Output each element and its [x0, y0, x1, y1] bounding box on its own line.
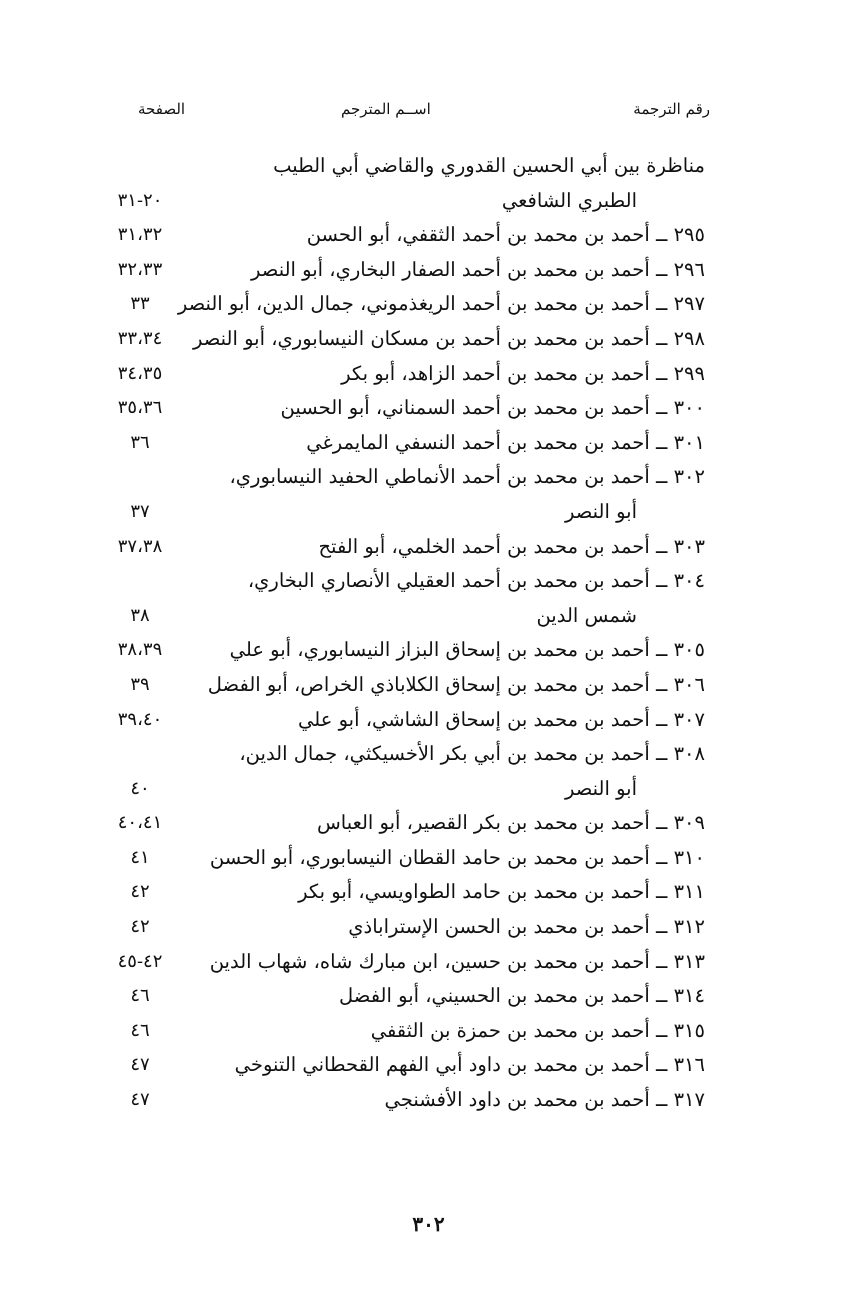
index-entry-row [0, 1014, 857, 1049]
entry-name: ٢٩٨ ــ أحمد بن محمد بن أحمد بن مسكان النيسابوري، أبو النصر [193, 326, 705, 350]
index-entry-row [0, 668, 857, 703]
index-entry-row [0, 564, 857, 599]
entry-continuation: أبو النصر [564, 499, 637, 523]
entry-name: ٣٠٩ ــ أحمد بن محمد بن بكر القصير، أبو العباس [316, 811, 705, 835]
entry-continuation: شمس الدين [536, 603, 637, 627]
index-entry-row [0, 737, 857, 772]
entry-page-ref: ٤٠ [130, 777, 150, 799]
entry-page-ref: ٤١ [130, 846, 150, 868]
entry-page-ref: ٣٢،٣٣ [117, 258, 163, 280]
entry-continuation: أبو النصر [564, 776, 637, 800]
entry-page-ref: ٤٦ [130, 985, 150, 1007]
entry-page-ref: ٤٢ [130, 916, 150, 938]
index-entry-row [0, 460, 857, 495]
entry-name: ٣١١ ــ أحمد بن محمد بن حامد الطواويسي، أبو بكر [298, 880, 705, 904]
index-entry-row [0, 1083, 857, 1118]
entry-continuation: الطبري الشافعي [501, 188, 637, 212]
entry-name: ٢٩٥ ــ أحمد بن محمد بن أحمد الثقفي، أبو الحسن [306, 223, 705, 247]
entry-page-ref: ٣٧ [130, 500, 150, 522]
entry-page-ref: ٤٢-٤٥ [117, 950, 163, 972]
entry-page-ref: ٣٩،٤٠ [117, 708, 163, 730]
index-entry-row [0, 253, 857, 288]
entry-name: ٣٠٥ ــ أحمد بن محمد بن إسحاق البزاز النيسابوري، أبو علي [229, 638, 705, 662]
entry-name: ٣١٣ ــ أحمد بن محمد بن حسين، ابن مبارك شاه، شهاب الدين [209, 949, 705, 973]
index-entry-row [0, 806, 857, 841]
index-entry-row [0, 910, 857, 945]
entry-name: ٣١٧ ــ أحمد بن محمد بن داود الأفشنجي [384, 1088, 705, 1112]
index-entry-row [0, 633, 857, 668]
index-entry-row [0, 772, 857, 807]
entry-name: ٣٠٠ ــ أحمد بن محمد بن أحمد السمناني، أبو الحسين [280, 396, 705, 420]
entry-page-ref: ٣٩ [130, 673, 150, 695]
index-entry-row [0, 703, 857, 738]
index-entry-row [0, 979, 857, 1014]
entry-name: ٣١٤ ــ أحمد بن محمد بن الحسيني، أبو الفضل [339, 984, 705, 1008]
index-entry-row [0, 287, 857, 322]
index-entry-row [0, 495, 857, 530]
entry-page-ref: ٤٦ [130, 1019, 150, 1041]
page-number: ٣٠٢ [412, 1212, 445, 1236]
entry-name: ٣٠٣ ــ أحمد بن محمد بن أحمد الخلمي، أبو الفتح [318, 534, 705, 558]
column-headers [0, 96, 857, 122]
header-page: الصفحة [138, 100, 186, 118]
entry-page-ref: ٣٥،٣٦ [117, 397, 163, 419]
index-entry-row [0, 357, 857, 392]
entry-name: ٢٩٩ ــ أحمد بن محمد بن أحمد الزاهد، أبو بكر [341, 361, 705, 385]
index-entry-row [0, 218, 857, 253]
entry-page-ref: ٤٧ [130, 1054, 150, 1076]
header-entry-number: رقم الترجمة [633, 100, 710, 118]
entry-page-ref: ٣٣ [130, 293, 150, 315]
index-entry-row [0, 391, 857, 426]
index-entry-row [0, 149, 857, 184]
entry-name: ٢٩٧ ــ أحمد بن محمد بن أحمد الريغذموني، جمال الدين، أبو النصر [177, 292, 705, 316]
entry-name: ٣١٠ ــ أحمد بن محمد بن حامد القطان النيسابوري، أبو الحسن [209, 845, 705, 869]
index-entry-row [0, 875, 857, 910]
entry-name: ٣٠٦ ــ أحمد بن محمد بن إسحاق الكلاباذي الخراص، أبو الفضل [207, 672, 705, 696]
entry-name: ٣١٥ ــ أحمد بن محمد بن حمزة بن الثقفي [370, 1018, 705, 1042]
entry-page-ref: ٣٨،٣٩ [117, 639, 163, 661]
index-entry-row [0, 322, 857, 357]
entry-name: ٣٠١ ــ أحمد بن محمد بن أحمد النسفي المايمرغي [306, 430, 705, 454]
index-entry-row [0, 1048, 857, 1083]
entry-name: مناظرة بين أبي الحسين القدوري والقاضي أبي الطيب [273, 154, 705, 177]
index-entry-row [0, 184, 857, 219]
entry-page-ref: ٤٢ [130, 881, 150, 903]
entry-page-ref: ٣٨ [130, 604, 150, 626]
entry-page-ref: ٣٧،٣٨ [117, 535, 163, 557]
entry-page-ref: ٤٧ [130, 1089, 150, 1111]
entry-name: ٣١٢ ــ أحمد بن محمد بن الحسن الإستراباذي [348, 915, 705, 939]
index-entry-row [0, 945, 857, 980]
entry-page-ref: ٢٠-٣١ [117, 189, 163, 211]
entry-page-ref: ٣٤،٣٥ [117, 362, 163, 384]
entry-name: ٣٠٧ ــ أحمد بن محمد بن إسحاق الشاشي، أبو علي [298, 707, 705, 731]
entry-page-ref: ٣٣،٣٤ [117, 327, 163, 349]
index-entry-row [0, 530, 857, 565]
entry-name: ٣٠٤ ــ أحمد بن محمد بن أحمد العقيلي الأنصاري البخاري، [247, 569, 705, 593]
entry-page-ref: ٣١،٣٢ [117, 224, 163, 246]
index-entry-row [0, 599, 857, 634]
entry-name: ٣٠٢ ــ أحمد بن محمد بن أحمد الأنماطي الحفيد النيسابوري، [229, 465, 705, 489]
index-entry-row [0, 426, 857, 461]
entry-page-ref: ٣٦ [130, 431, 150, 453]
header-entry-name: اســم المترجم [341, 100, 431, 118]
entry-page-ref: ٤٠،٤١ [117, 812, 163, 834]
entry-name: ٣١٦ ــ أحمد بن محمد بن داود أبي الفهم القحطاني التنوخي [234, 1053, 705, 1077]
index-entry-row [0, 841, 857, 876]
index-list [0, 149, 857, 1118]
entry-name: ٣٠٨ ــ أحمد بن محمد بن أبي بكر الأخسيكثي، جمال الدين، [239, 742, 705, 766]
entry-name: ٢٩٦ ــ أحمد بن محمد بن أحمد الصفار البخاري، أبو النصر [251, 257, 705, 281]
